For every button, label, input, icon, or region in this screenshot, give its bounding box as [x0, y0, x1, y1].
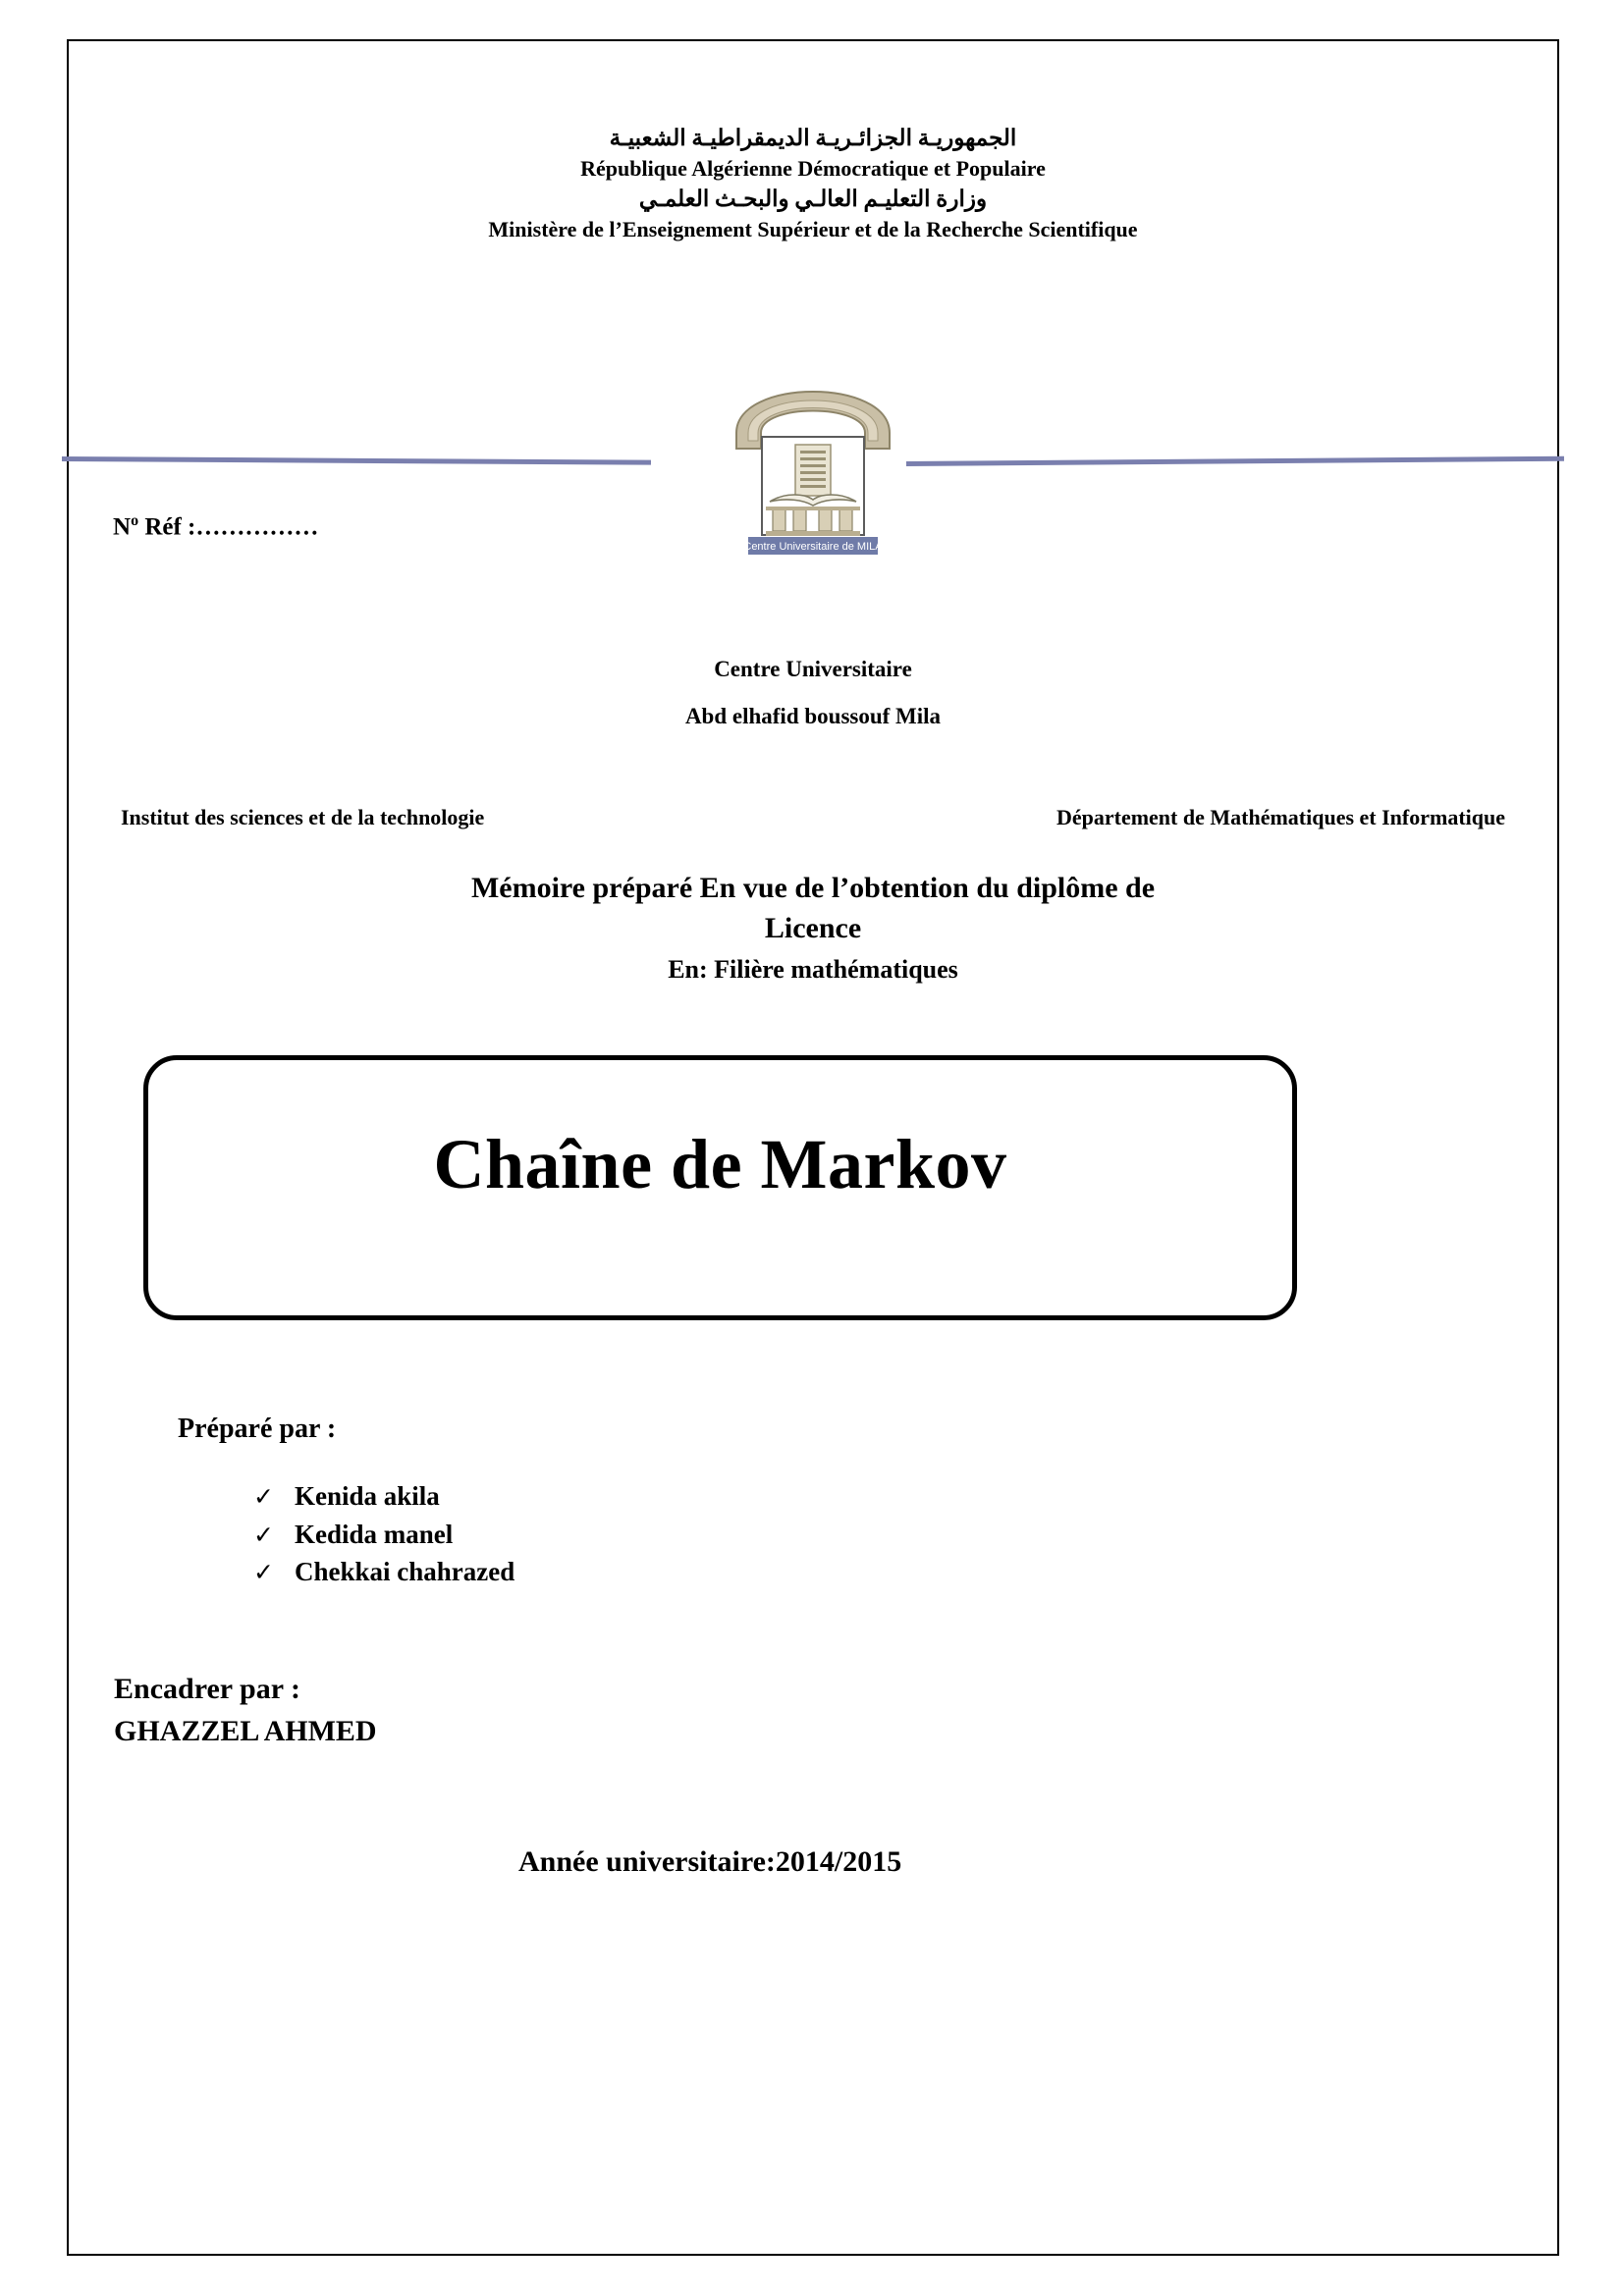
supervisor-name: GHAZZEL AHMED [114, 1714, 377, 1747]
reference-label: N [113, 513, 132, 541]
author-name: Chekkai chahrazed [295, 1557, 515, 1586]
list-item [253, 1477, 514, 1516]
divider-rule-right [906, 456, 1564, 466]
thesis-title: Chaîne de Markov [433, 1124, 1007, 1203]
academic-year: Année universitaire:2014/2015 [518, 1845, 902, 1878]
svg-text:Centre Universitaire de MILA: Centre Universitaire de MILA [743, 541, 883, 553]
institute-name: Institut des sciences et de la technologie [121, 805, 485, 829]
degree-line-3: En: Filière mathématiques [668, 955, 958, 984]
department-name: Département de Mathématiques et Informatique [1056, 805, 1505, 829]
reference-value: Réf :…………… [138, 513, 319, 541]
author-name: Kenida akila [295, 1481, 440, 1511]
divider-rule-left [62, 456, 651, 465]
degree-statement [185, 869, 1441, 987]
supervisor-block [114, 1669, 377, 1752]
list-item [253, 1516, 514, 1554]
university-logo [703, 339, 923, 562]
check-icon: ✓ [253, 1484, 274, 1511]
check-icon: ✓ [253, 1560, 274, 1586]
cover-page [67, 39, 1559, 2256]
author-name: Kedida manel [295, 1519, 454, 1549]
header-french-ministry: Ministère de l’Enseignement Supérieur et de la Recherche Scientifique [488, 216, 1138, 241]
header-french-republic: République Algérienne Démocratique et Populaire [580, 155, 1046, 181]
check-icon: ✓ [253, 1522, 274, 1549]
thesis-title-box [143, 1055, 1297, 1320]
degree-line-2: Licence [764, 911, 862, 944]
author-list [253, 1477, 514, 1591]
header-arabic-republic: الجمهوريـة الجزائـريـة الديمقراطيـة الشعبيـة [609, 126, 1017, 150]
header-arabic-ministry: وزارة التعليـم العالـي والبحـث العلمـي [638, 187, 988, 212]
affiliation-row [121, 805, 1505, 830]
supervisor-label: Encadrer par : [114, 1673, 301, 1705]
list-item [253, 1553, 514, 1591]
institution-block [67, 646, 1559, 741]
reference-number [113, 512, 318, 541]
degree-line-1: Mémoire préparé En vue de l’obtention du diplôme de [470, 872, 1156, 904]
prepared-by-label: Préparé par : [178, 1414, 337, 1444]
institution-line-1: Centre Universitaire [714, 657, 912, 681]
institution-line-2: Abd elhafid boussouf Mila [684, 704, 942, 729]
reference-superscript: o [131, 512, 139, 529]
document-header [67, 123, 1559, 244]
